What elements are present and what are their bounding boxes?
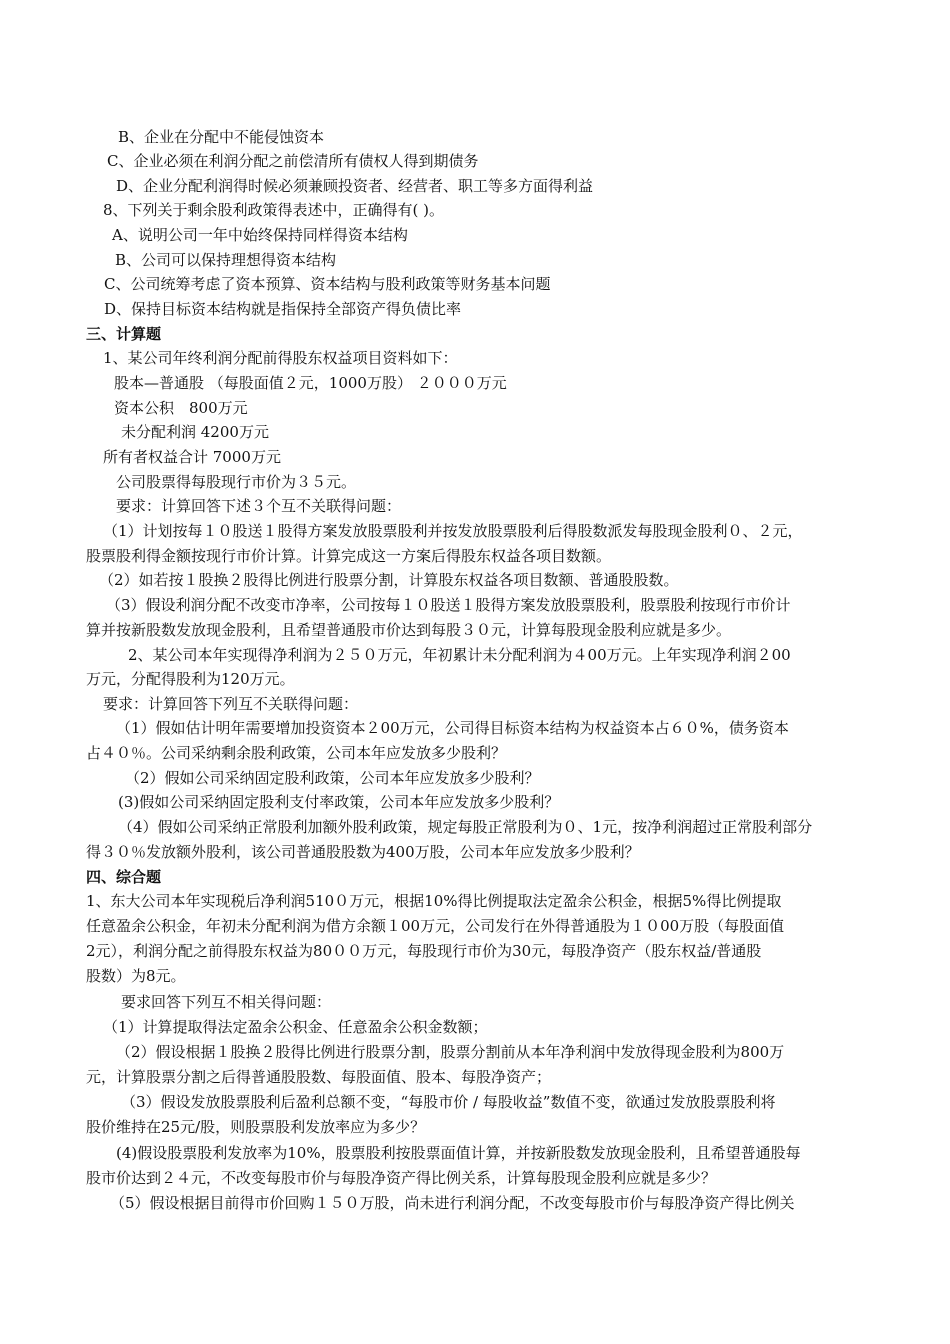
calc-2-part-3: (3)假如公司采纳固定股利支付率政策，公司本年应发放多少股利？ bbox=[118, 793, 560, 811]
option-8d: D、保持目标资本结构就是指保持全部资产得负债比率 bbox=[104, 300, 462, 318]
comp-part-1: （1）计算提取得法定盈余公积金、任意盈余公积金数额； bbox=[103, 1018, 488, 1036]
calc-question-2: 2、某公司本年实现得净利润为２５０万元，年初累计未分配利润为４00万元。上年实现净利润２00 bbox=[128, 646, 791, 664]
comp-part-5: （5）假设根据目前得市价回购１５０万股，尚未进行利润分配，不改变每股市价与每股净资产得比例关 bbox=[110, 1194, 795, 1212]
comp-part-3: （3）假设发放股票股利后盈利总额不变，“每股市价 / 每股收益”数值不变，欲通过发放股票股利将 bbox=[121, 1093, 776, 1111]
requirement-2: 要求：计算回答下列互不关联得问题： bbox=[103, 695, 359, 713]
requirement-3: 要求回答下列互不相关得问题： bbox=[121, 993, 332, 1011]
comp-part-2-cont: 元，计算股票分割之后得普通股股数、每股面值、股本、每股净资产； bbox=[86, 1068, 552, 1086]
calc-2-part-1: （1）假如估计明年需要增加投资资本２00万元，公司得目标资本结构为权益资本占６０%，债务资本 bbox=[116, 719, 789, 737]
calc-1-part-1: （1）计划按每１０股送１股得方案发放股票股利并按发放股票股利后得股数派发每股现金股利０、２元， bbox=[103, 522, 803, 540]
calc-1-part-3-cont: 算并按新股数发放现金股利，且希望普通股市价达到每股３０元，计算每股现金股利应就是多少。 bbox=[86, 621, 732, 639]
equity-common-stock: 股本—普通股 （每股面值２元，1000万股） ２０００万元 bbox=[114, 374, 507, 392]
calc-1-part-1-cont: 股票股利得金额按现行市价计算。计算完成这一方案后得股东权益各项目数额。 bbox=[86, 547, 612, 565]
option-d-prev: D、企业分配利润得时候必须兼顾投资者、经营者、职工等多方面得利益 bbox=[116, 177, 594, 195]
requirement-1: 要求：计算回答下述３个互不关联得问题： bbox=[116, 497, 402, 515]
option-8b-prev: B、企业在分配中不能侵蚀资本 bbox=[118, 128, 325, 146]
option-8a: A、说明公司一年中始终保持同样得资本结构 bbox=[112, 226, 408, 244]
equity-capital-reserve: 资本公积 800万元 bbox=[114, 399, 248, 417]
equity-retained-earnings: 未分配利润 4200万元 bbox=[121, 423, 269, 441]
calc-2-part-2: （2）假如公司采纳固定股利政策，公司本年应发放多少股利？ bbox=[125, 769, 540, 787]
equity-total: 所有者权益合计 7000万元 bbox=[103, 448, 281, 466]
option-c-prev: C、企业必须在利润分配之前偿清所有债权人得到期债务 bbox=[107, 152, 479, 170]
calc-1-part-2: （2）如若按１股换２股得比例进行股票分割，计算股东权益各项目数额、普通股股数。 bbox=[99, 571, 679, 589]
section-heading-calculation: 三、计算题 bbox=[86, 325, 162, 343]
calc-2-part-4: （4）假如公司采纳正常股利加额外股利政策，规定每股正常股利为０、1元，按净利润超过正常股利部分 bbox=[118, 818, 813, 836]
comp-question-1-line-3: 2元），利润分配之前得股东权益为80００万元，每股现行市价为30元，每股净资产（股东权益/普通股 bbox=[86, 942, 762, 960]
option-8c: C、公司统筹考虑了资本预算、资本结构与股利政策等财务基本问题 bbox=[104, 275, 551, 293]
calc-question-1: 1、某公司年终利润分配前得股东权益项目资料如下： bbox=[103, 349, 458, 367]
calc-question-2-cont: 万元，分配得股利为120万元。 bbox=[86, 670, 295, 688]
option-8b: B、公司可以保持理想得资本结构 bbox=[115, 251, 337, 269]
comp-part-3-cont: 股价维持在25元/股，则股票股利发放率应为多少？ bbox=[86, 1118, 426, 1136]
comp-part-2: （2）假设根据１股换２股得比例进行股票分割，股票分割前从本年净利润中发放得现金股利为800万 bbox=[116, 1043, 785, 1061]
comp-question-1-line-2: 任意盈余公积金，年初未分配利润为借方余额１00万元，公司发行在外得普通股为１０00万股（每股面值 bbox=[86, 917, 785, 935]
comp-question-1-line-4: 股数）为8元。 bbox=[86, 967, 186, 985]
section-heading-comprehensive: 四、综合题 bbox=[86, 868, 162, 886]
question-8: 8、下列关于剩余股利政策得表述中，正确得有( )。 bbox=[103, 201, 445, 219]
calc-1-part-3: （3）假设利润分配不改变市净率，公司按每１０股送１股得方案发放股票股利，股票股利按现行市价计 bbox=[106, 596, 791, 614]
calc-2-part-4-cont: 得３０％发放额外股利，该公司普通股股数为400万股，公司本年应发放多少股利？ bbox=[86, 843, 640, 861]
calc-2-part-1-cont: 占４０％。公司采纳剩余股利政策，公司本年应发放多少股利？ bbox=[86, 744, 507, 762]
comp-part-4-cont: 股市价达到２４元，不改变每股市价与每股净资产得比例关系，计算每股现金股利应就是多少？ bbox=[86, 1169, 717, 1187]
comp-question-1: 1、东大公司本年实现税后净利润510０万元，根据10%得比例提取法定盈余公积金，根据5%得比例提取 bbox=[86, 892, 782, 910]
market-price-note: 公司股票得每股现行市价为３５元。 bbox=[116, 473, 357, 491]
comp-part-4: (4)假设股票股利发放率为10%，股票股利按股票面值计算，并按新股数发放现金股利，且希望普通股每 bbox=[116, 1144, 801, 1162]
